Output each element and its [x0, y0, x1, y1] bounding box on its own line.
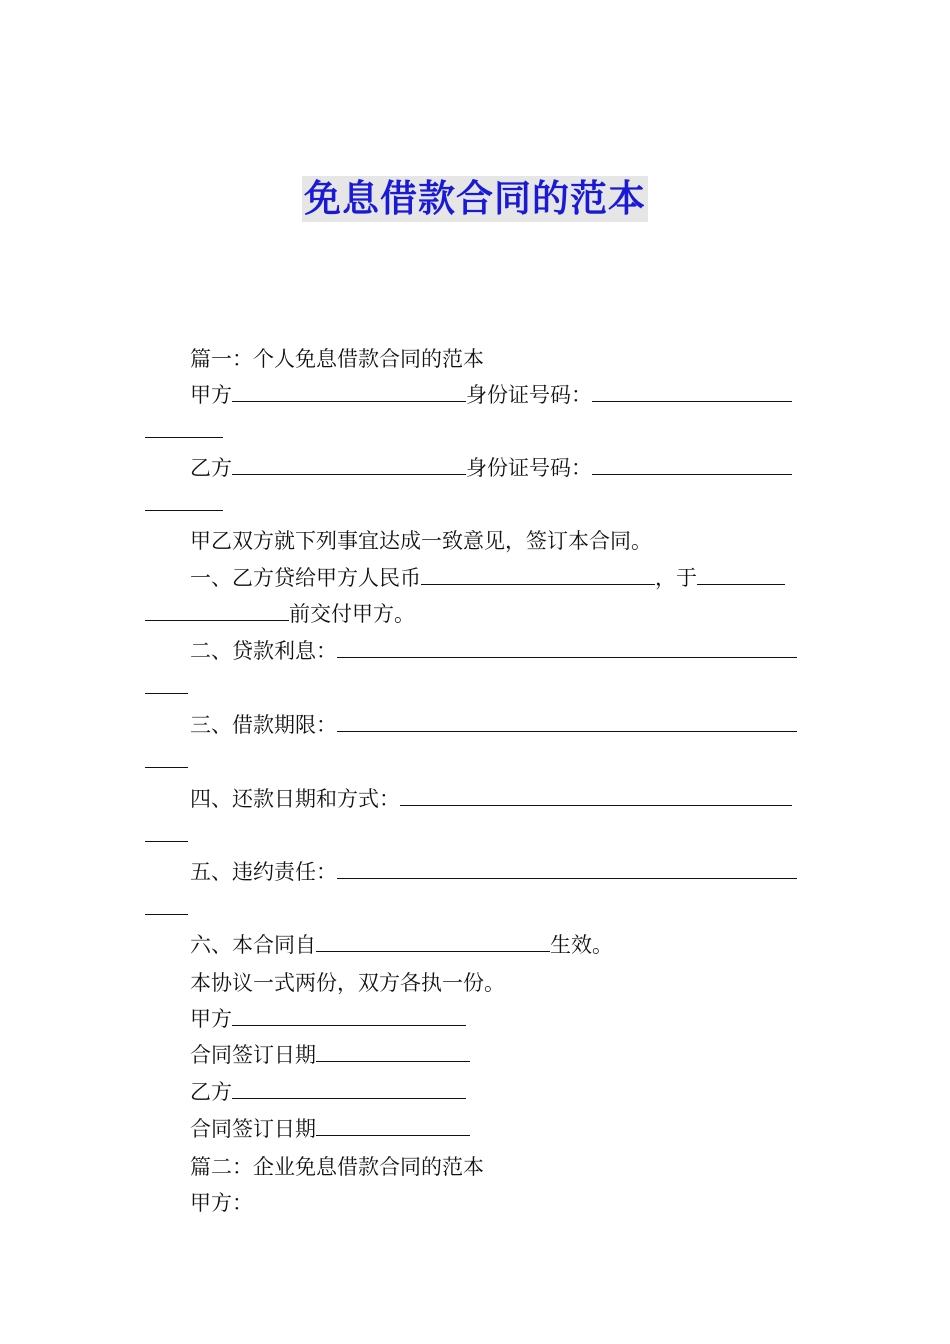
clause-6-text-b: 生效。 [550, 933, 613, 957]
interest-blank-continued [145, 693, 188, 694]
party-b-label: 乙方 [190, 456, 232, 480]
sign-party-a-blank [232, 1007, 466, 1026]
loan-term-blank-continued [145, 767, 188, 768]
liability-blank [337, 860, 797, 879]
party-a-id-line [190, 382, 792, 408]
clause-4-text: 四、还款日期和方式： [190, 787, 400, 811]
delivery-date-blank [697, 566, 785, 585]
liability-blank-continued [145, 914, 188, 915]
party-b-id-line [190, 455, 792, 481]
clause-4-line [190, 786, 792, 812]
intro-line: 甲乙双方就下列事宜达成一致意见，签订本合同。 [190, 529, 652, 553]
party-b-id-blank-continued [145, 510, 223, 511]
copies-line: 本协议一式两份，双方各执一份。 [190, 971, 505, 995]
sign-date-b-line [190, 1116, 470, 1142]
loan-amount-blank [421, 566, 655, 585]
party-a-id-blank-continued [145, 437, 223, 438]
interest-blank [337, 639, 797, 658]
sign-party-b-blank [232, 1080, 466, 1099]
clause-3-line [190, 712, 797, 738]
sign-date-b-blank [316, 1117, 470, 1136]
clause-5-text: 五、违约责任： [190, 860, 337, 884]
party-a-label: 甲方 [190, 383, 232, 407]
sign-date-b-label: 合同签订日期 [190, 1117, 316, 1141]
sign-party-b-line [190, 1079, 466, 1105]
sign-date-a-label: 合同签订日期 [190, 1043, 316, 1067]
part1-heading: 篇一：个人免息借款合同的范本 [190, 347, 484, 371]
clause-1-continued [145, 601, 415, 627]
clause-2-line [190, 638, 797, 664]
document-title [0, 176, 950, 222]
sign-date-a-line [190, 1042, 470, 1068]
sign-party-b-label: 乙方 [190, 1080, 232, 1104]
clause-1-text-b: ，于 [655, 566, 697, 590]
party-a-id-blank [592, 383, 792, 402]
part2-party-a-line: 甲方： [190, 1191, 253, 1215]
repayment-blank [400, 787, 792, 806]
clause-3-text: 三、借款期限： [190, 713, 337, 737]
party-b-blank [232, 456, 466, 475]
clause-2-text: 二、贷款利息： [190, 639, 337, 663]
clause-5-line [190, 859, 797, 885]
part2-heading: 篇二：企业免息借款合同的范本 [190, 1155, 484, 1179]
party-a-blank [232, 383, 466, 402]
sign-party-a-label: 甲方 [190, 1007, 232, 1031]
id-label-2: 身份证号码： [466, 456, 592, 480]
effective-date-blank [316, 933, 550, 952]
document-title-text: 免息借款合同的范本 [304, 177, 646, 220]
clause-6-text-a: 六、本合同自 [190, 933, 316, 957]
loan-term-blank [337, 713, 797, 732]
sign-date-a-blank [316, 1043, 470, 1062]
delivery-date-blank-continued [145, 602, 289, 621]
repayment-blank-continued [145, 841, 188, 842]
id-label: 身份证号码： [466, 383, 592, 407]
party-b-id-blank [592, 456, 792, 475]
clause-1-text-a: 一、乙方贷给甲方人民币 [190, 566, 421, 590]
clause-6-line [190, 932, 613, 958]
sign-party-a-line [190, 1006, 466, 1032]
clause-1-text-c: 前交付甲方。 [289, 602, 415, 626]
clause-1-line [190, 565, 785, 591]
